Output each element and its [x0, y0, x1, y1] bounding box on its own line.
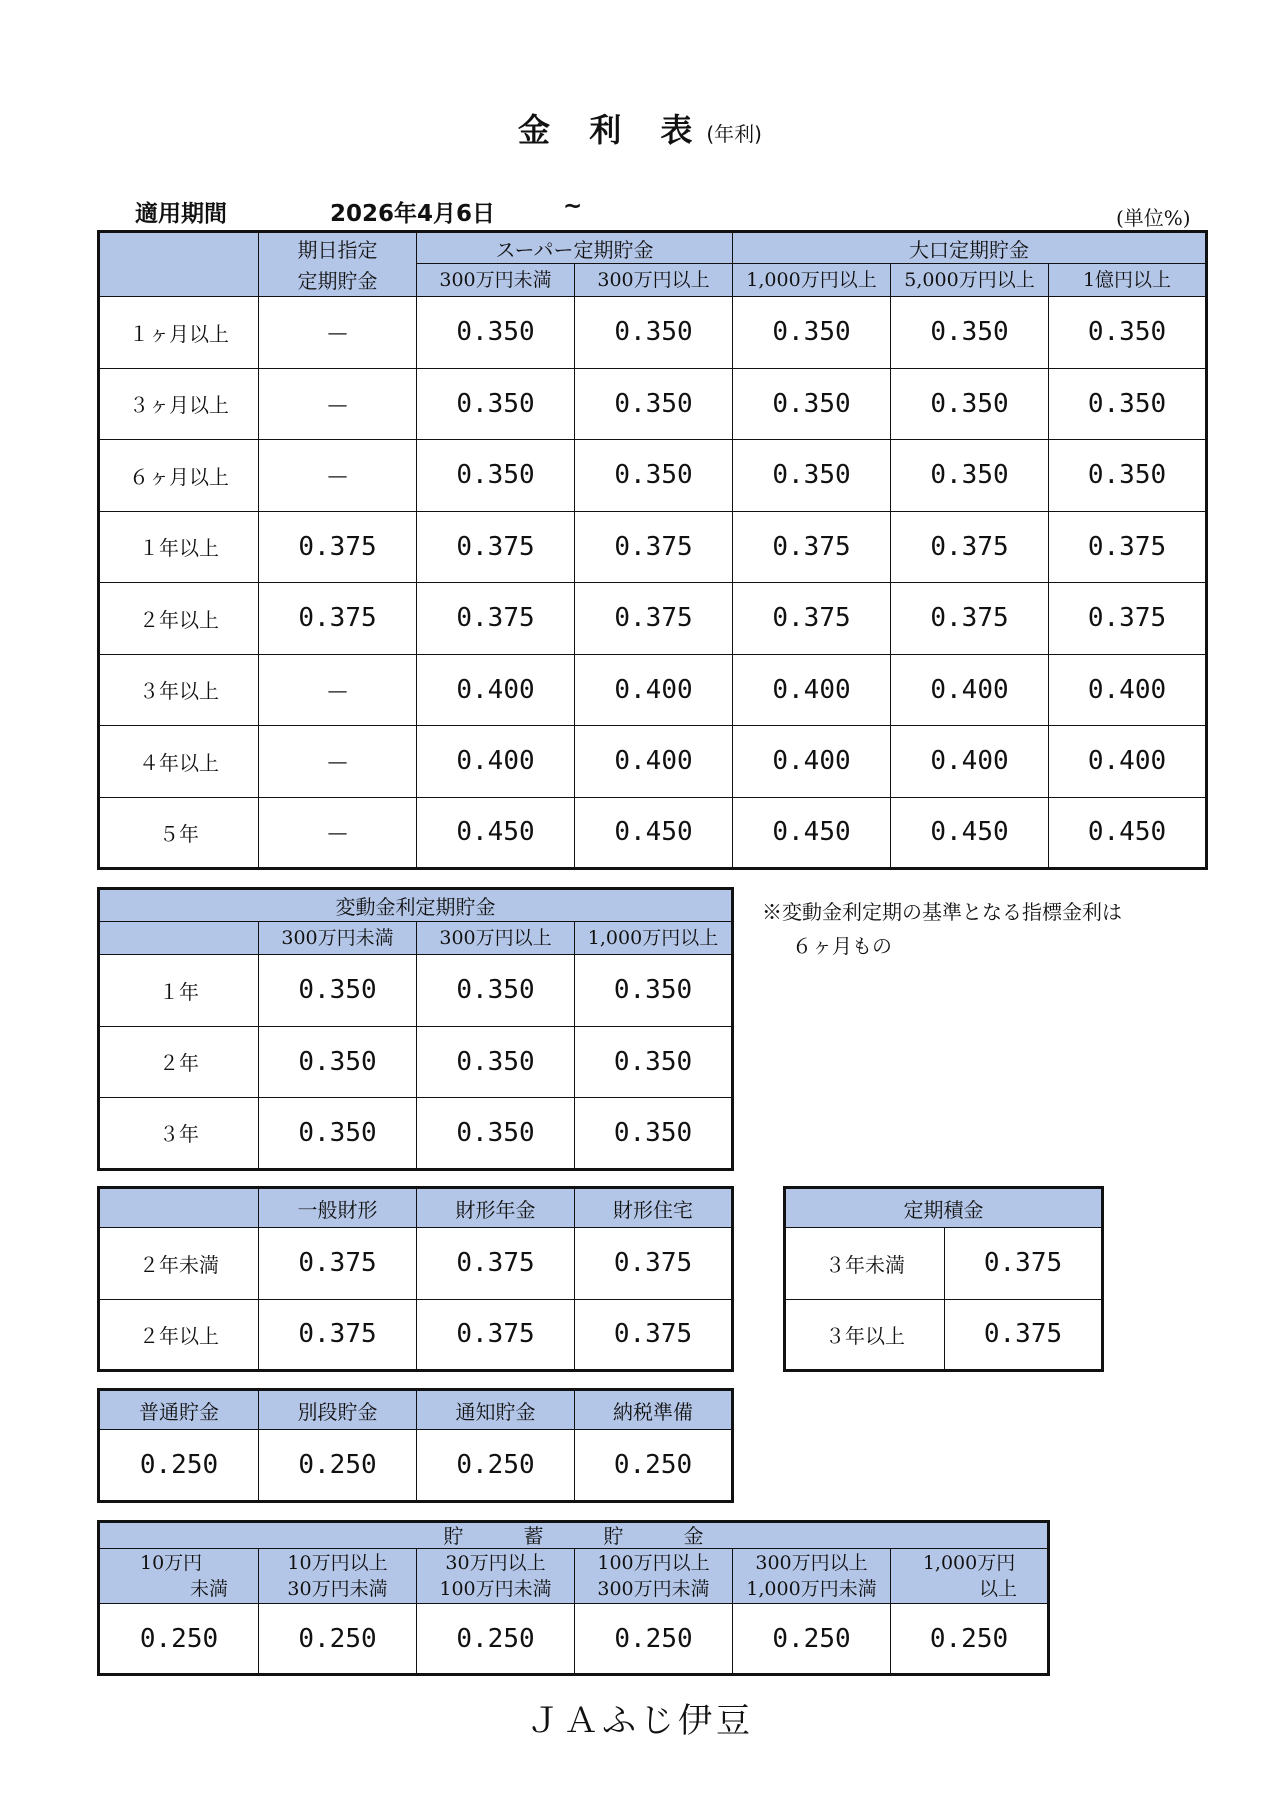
rate-cell: — — [259, 440, 417, 512]
rate-cell: 0.400 — [733, 654, 891, 726]
table-row — [99, 1228, 733, 1300]
rate-cell: 0.350 — [575, 955, 733, 1027]
rate-cell: 0.450 — [1049, 797, 1207, 869]
column-header: 納税準備 — [575, 1390, 733, 1430]
term-label: ３年未満 — [785, 1228, 945, 1300]
unit-label: (単位%) — [1116, 206, 1191, 230]
subheader: 300万円未満 — [417, 264, 575, 297]
table-row — [99, 583, 1207, 655]
header-super-teiki: スーパー定期貯金 — [417, 232, 733, 264]
installment-title: 定期積金 — [785, 1188, 1103, 1228]
rate-cell: 0.350 — [1049, 297, 1207, 369]
rate-cell: 0.350 — [417, 297, 575, 369]
term-label: ２年 — [99, 1026, 259, 1098]
ordinary-deposit-table — [97, 1388, 734, 1503]
rate-cell: 0.400 — [575, 726, 733, 798]
rate-cell: 0.350 — [575, 1098, 733, 1170]
table-row — [99, 1098, 733, 1170]
rate-cell: 0.375 — [575, 1228, 733, 1300]
table-row — [785, 1228, 1103, 1300]
zaikei-table — [97, 1186, 734, 1372]
rate-cell: 0.375 — [575, 511, 733, 583]
rate-cell: 0.350 — [417, 955, 575, 1027]
rate-cell: 0.350 — [575, 1026, 733, 1098]
rate-cell: 0.350 — [259, 955, 417, 1027]
term-label: １年 — [99, 955, 259, 1027]
rate-cell: 0.350 — [575, 297, 733, 369]
rate-cell: 0.375 — [733, 511, 891, 583]
subheader: 300万円以上 — [575, 264, 733, 297]
table-row — [99, 1430, 733, 1502]
rate-cell: — — [259, 726, 417, 798]
term-label: １年以上 — [99, 511, 259, 583]
term-label: ３年以上 — [785, 1299, 945, 1371]
variable-rate-table — [97, 887, 734, 1171]
rate-cell: 0.250 — [575, 1430, 733, 1502]
rate-cell: — — [259, 654, 417, 726]
subheader: 300万円未満 — [259, 922, 417, 955]
period-separator: ~ — [563, 193, 583, 219]
savings-title: 貯 蓄 貯 金 — [99, 1522, 1049, 1549]
note-line-1: ※変動金利定期の基準となる指標金利は — [762, 900, 1122, 924]
title-main: 金 利 表 — [518, 111, 707, 149]
rate-cell: 0.375 — [259, 583, 417, 655]
rate-cell: — — [259, 797, 417, 869]
subheader: 5,000万円以上 — [891, 264, 1049, 297]
table-row — [99, 297, 1207, 369]
variable-rate-title: 変動金利定期貯金 — [99, 889, 733, 922]
rate-cell: 0.375 — [259, 1299, 417, 1371]
rate-cell: 0.250 — [417, 1604, 575, 1675]
rate-cell: 0.400 — [1049, 654, 1207, 726]
rate-cell: 0.375 — [259, 511, 417, 583]
column-header — [733, 1549, 891, 1604]
corner-header — [99, 1188, 259, 1228]
rate-cell: 0.350 — [259, 1026, 417, 1098]
subheader: 300万円以上 — [417, 922, 575, 955]
header-line-2: 以上 — [979, 1578, 1018, 1600]
header-line-1: 10万円 — [140, 1552, 203, 1574]
corner-header — [99, 922, 259, 955]
header-line-2: 1,000万円未満 — [746, 1578, 877, 1600]
column-header — [891, 1549, 1049, 1604]
rate-cell: 0.375 — [417, 583, 575, 655]
column-header — [259, 1549, 417, 1604]
table-row — [99, 726, 1207, 798]
organization-name: ＪＡふじ伊豆 — [526, 1701, 754, 1741]
header-oguchi-teiki: 大口定期貯金 — [733, 232, 1207, 264]
column-header: 財形住宅 — [575, 1188, 733, 1228]
column-header: 別段貯金 — [259, 1390, 417, 1430]
rate-cell: 0.375 — [417, 1299, 575, 1371]
column-header — [99, 1549, 259, 1604]
rate-cell: 0.450 — [575, 797, 733, 869]
header-line-2: 30万円未満 — [287, 1578, 388, 1600]
rate-cell: 0.375 — [417, 1228, 575, 1300]
rate-cell: — — [259, 368, 417, 440]
rate-cell: 0.375 — [733, 583, 891, 655]
rate-cell: 0.400 — [1049, 726, 1207, 798]
rate-cell: 0.250 — [99, 1604, 259, 1675]
rate-cell: 0.450 — [891, 797, 1049, 869]
header-line-1: 300万円以上 — [755, 1552, 868, 1574]
fixed-deposit-table — [97, 230, 1208, 870]
variable-rate-note — [762, 895, 1122, 963]
rate-cell: 0.250 — [259, 1604, 417, 1675]
period-label: 適用期間 — [135, 201, 227, 227]
rate-cell: 0.350 — [891, 440, 1049, 512]
term-label: ２年未満 — [99, 1228, 259, 1300]
rate-cell: 0.400 — [733, 726, 891, 798]
rate-cell: 0.375 — [1049, 583, 1207, 655]
table-row — [99, 654, 1207, 726]
rate-cell: 0.375 — [1049, 511, 1207, 583]
rate-cell: 0.350 — [575, 368, 733, 440]
savings-table — [97, 1520, 1050, 1676]
table-row — [785, 1299, 1103, 1371]
rate-cell: 0.350 — [1049, 368, 1207, 440]
column-header: 財形年金 — [417, 1188, 575, 1228]
rate-cell: 0.450 — [417, 797, 575, 869]
rate-cell: 0.375 — [891, 583, 1049, 655]
term-label: １ヶ月以上 — [99, 297, 259, 369]
table-row — [99, 1604, 1049, 1675]
header-line-1: 30万円以上 — [445, 1552, 546, 1574]
rate-cell: 0.250 — [259, 1430, 417, 1502]
rate-cell: 0.350 — [733, 297, 891, 369]
term-label: ２年以上 — [99, 1299, 259, 1371]
rate-cell: 0.400 — [417, 726, 575, 798]
rate-cell: — — [259, 297, 417, 369]
rate-cell: 0.375 — [891, 511, 1049, 583]
table-row — [99, 368, 1207, 440]
subheader: 1,000万円以上 — [575, 922, 733, 955]
table-row — [99, 955, 733, 1027]
column-header: 普通貯金 — [99, 1390, 259, 1430]
column-header — [417, 1549, 575, 1604]
rate-cell: 0.400 — [575, 654, 733, 726]
rate-cell: 0.350 — [417, 440, 575, 512]
rate-cell: 0.375 — [945, 1228, 1103, 1300]
rate-cell: 0.250 — [99, 1430, 259, 1502]
header-line-1: 1,000万円 — [922, 1552, 1016, 1574]
term-label: ３ヶ月以上 — [99, 368, 259, 440]
rate-cell: 0.250 — [575, 1604, 733, 1675]
rate-cell: 0.350 — [417, 1026, 575, 1098]
header-line-1: 100万円以上 — [597, 1552, 710, 1574]
rate-cell: 0.350 — [259, 1098, 417, 1170]
header-kijitsu-line1: 期日指定 — [259, 232, 417, 264]
rate-cell: 0.375 — [259, 1228, 417, 1300]
rate-cell: 0.400 — [417, 654, 575, 726]
rate-cell: 0.350 — [575, 440, 733, 512]
column-header — [575, 1549, 733, 1604]
term-label: ２年以上 — [99, 583, 259, 655]
column-header: 一般財形 — [259, 1188, 417, 1228]
rate-cell: 0.350 — [417, 368, 575, 440]
rate-cell: 0.400 — [891, 726, 1049, 798]
rate-cell: 0.350 — [733, 368, 891, 440]
header-line-2: 100万円未満 — [439, 1578, 552, 1600]
corner-header — [99, 232, 259, 297]
subheader: 1億円以上 — [1049, 264, 1207, 297]
table-row — [99, 1299, 733, 1371]
header-line-2: 300万円未満 — [597, 1578, 710, 1600]
header-kijitsu-line2: 定期貯金 — [259, 264, 417, 297]
term-label: ３年 — [99, 1098, 259, 1170]
term-label: ６ヶ月以上 — [99, 440, 259, 512]
note-line-2: ６ヶ月もの — [792, 934, 892, 958]
document-title — [0, 105, 1280, 151]
title-suffix: (年利) — [706, 122, 762, 146]
table-row — [99, 511, 1207, 583]
rate-cell: 0.350 — [891, 297, 1049, 369]
term-label: ５年 — [99, 797, 259, 869]
rate-cell: 0.350 — [891, 368, 1049, 440]
term-label: ４年以上 — [99, 726, 259, 798]
rate-cell: 0.250 — [417, 1430, 575, 1502]
header-line-1: 10万円以上 — [287, 1552, 388, 1574]
rate-cell: 0.350 — [417, 1098, 575, 1170]
rate-cell: 0.375 — [575, 1299, 733, 1371]
column-header: 通知貯金 — [417, 1390, 575, 1430]
subheader: 1,000万円以上 — [733, 264, 891, 297]
rate-cell: 0.375 — [575, 583, 733, 655]
table-row — [99, 797, 1207, 869]
rate-cell: 0.250 — [891, 1604, 1049, 1675]
rate-cell: 0.400 — [891, 654, 1049, 726]
table-row — [99, 1026, 733, 1098]
rate-cell: 0.450 — [733, 797, 891, 869]
rate-cell: 0.350 — [1049, 440, 1207, 512]
period-start-date: 2026年4月6日 — [330, 201, 496, 227]
header-line-2: 未満 — [189, 1578, 228, 1600]
rate-cell: 0.350 — [733, 440, 891, 512]
rate-cell: 0.375 — [945, 1299, 1103, 1371]
table-row — [99, 440, 1207, 512]
rate-cell: 0.375 — [417, 511, 575, 583]
term-label: ３年以上 — [99, 654, 259, 726]
rate-cell: 0.250 — [733, 1604, 891, 1675]
installment-table — [783, 1186, 1104, 1372]
